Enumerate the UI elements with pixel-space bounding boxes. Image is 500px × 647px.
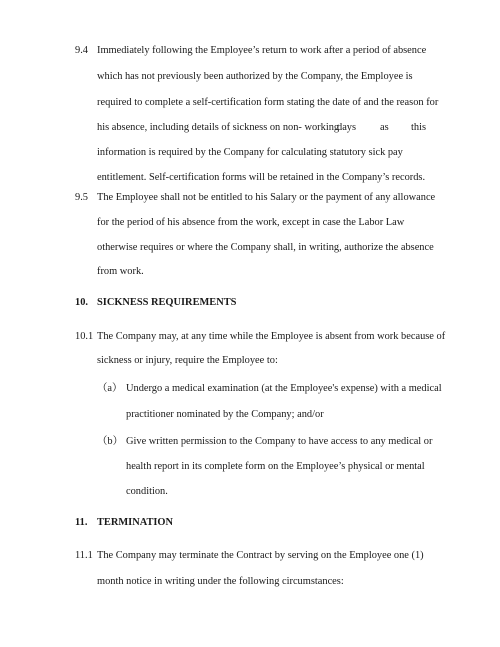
clause-number: 9.5 bbox=[75, 192, 88, 203]
clause-line: The Company may, at any time while the Employee is absent from work because of bbox=[97, 331, 446, 342]
clause-line: as bbox=[380, 122, 389, 133]
clause-line: sickness or injury, require the Employee to: bbox=[97, 355, 278, 366]
list-marker: （a） bbox=[97, 383, 123, 394]
clause-line: The Company may terminate the Contract by serving on the Employee one (1) bbox=[97, 550, 424, 561]
list-item-line: Give written permission to the Company to have access to any medical or bbox=[126, 436, 433, 447]
clause-line: month notice in writing under the following circumstances: bbox=[97, 576, 344, 587]
clause-line: days bbox=[337, 122, 357, 133]
clause-line: for the period of his absence from the work, except in case the Labor Law bbox=[97, 217, 405, 228]
clause-line: The Employee shall not be entitled to his Salary or the payment of any allowance bbox=[97, 192, 436, 203]
list-item-line: condition. bbox=[126, 486, 168, 497]
clause-line: otherwise requires or where the Company shall, in writing, authorize the absence bbox=[97, 242, 434, 253]
list-item-line: practitioner nominated by the Company; and/or bbox=[126, 409, 324, 420]
section-number: 10. bbox=[75, 297, 88, 308]
list-marker: （b） bbox=[97, 436, 123, 447]
clause-line: Immediately following the Employee’s return to work after a period of absence bbox=[97, 45, 427, 56]
clause-number: 9.4 bbox=[75, 45, 88, 56]
list-item-line: health report in its complete form on the Employee’s physical or mental bbox=[126, 461, 425, 472]
clause-number: 11.1 bbox=[75, 550, 93, 561]
section-title: SICKNESS REQUIREMENTS bbox=[97, 297, 237, 308]
section-title: TERMINATION bbox=[97, 517, 174, 528]
clause-line: entitlement. Self-certification forms will be retained in the Company’s records. bbox=[97, 172, 426, 183]
section-number: 11. bbox=[75, 517, 88, 528]
clause-line: information is required by the Company for calculating statutory sick pay bbox=[97, 147, 403, 158]
clause-line: required to complete a self-certification form stating the date of and the reason for bbox=[97, 97, 439, 108]
clause-line: this bbox=[411, 122, 427, 133]
list-item-line: Undergo a medical examination (at the Employee's expense) with a medical bbox=[126, 383, 442, 394]
clause-line: which has not previously been authorized by the Company, the Employee is bbox=[97, 71, 413, 82]
clause-number: 10.1 bbox=[75, 331, 94, 342]
clause-line: from work. bbox=[97, 266, 144, 277]
clause-line: his absence, including details of sickness on non- working bbox=[97, 122, 340, 133]
